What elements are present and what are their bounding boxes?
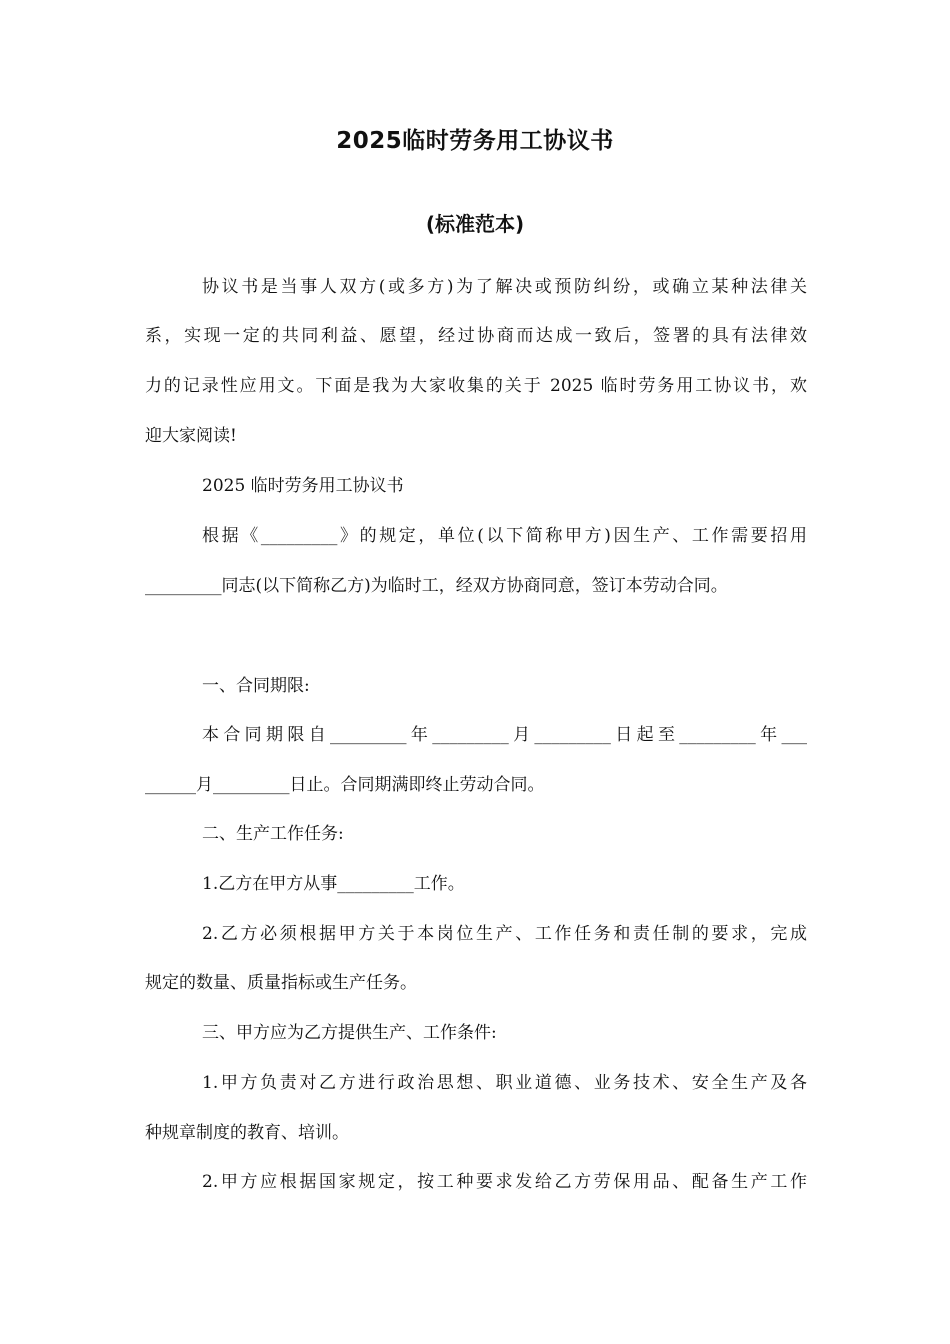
clause-3-item-1-line-2: 种规章制度的教育、培训。 xyxy=(145,1123,349,1143)
document-subtitle: (标准范本) xyxy=(425,212,525,236)
clause-3-heading: 三、甲方应为乙方提供生产、工作条件: xyxy=(202,1023,497,1043)
intro-line-3: 力的记录性应用文。下面是我为大家收集的关于 2025 临时劳务用工协议书，欢 xyxy=(145,376,807,396)
intro-line-2: 系，实现一定的共同利益、愿望，经过协商而达成一致后，签署的具有法律效 xyxy=(145,326,807,346)
clause-2-item-2-line-1: 2.乙方必须根据甲方关于本岗位生产、工作任务和责任制的要求，完成 xyxy=(202,924,807,944)
clause-1-heading: 一、合同期限: xyxy=(202,676,310,696)
intro-line-1: 协议书是当事人双方(或多方)为了解决或预防纠纷，或确立某种法律关 xyxy=(202,277,807,297)
intro-line-4: 迎大家阅读! xyxy=(145,426,237,446)
clause-3-item-2-line-1: 2.甲方应根据国家规定，按工种要求发给乙方劳保用品、配备生产工作 xyxy=(202,1172,807,1192)
clause-2-item-2-line-2: 规定的数量、质量指标或生产任务。 xyxy=(145,973,417,993)
preamble-line-1: 根据《_________》的规定，单位(以下简称甲方)因生产、工作需要招用 xyxy=(202,526,807,546)
clause-3-item-1-line-1: 1.甲方负责对乙方进行政治思想、职业道德、业务技术、安全生产及各 xyxy=(202,1073,807,1093)
clause-2-item-1: 1.乙方在甲方从事_________工作。 xyxy=(202,874,465,894)
clause-2-heading: 二、生产工作任务: xyxy=(202,824,344,844)
clause-1-line-2: ______月_________日止。合同期满即终止劳动合同。 xyxy=(145,775,545,795)
clause-1-line-1: 本合同期限自_________年_________月_________日起至_________年___ xyxy=(202,725,807,745)
preamble-line-2: _________同志(以下简称乙方)为临时工，经双方协商同意，签订本劳动合同。 xyxy=(145,576,728,596)
section-heading: 2025 临时劳务用工协议书 xyxy=(202,476,404,496)
document-title: 2025临时劳务用工协议书 xyxy=(336,128,614,154)
